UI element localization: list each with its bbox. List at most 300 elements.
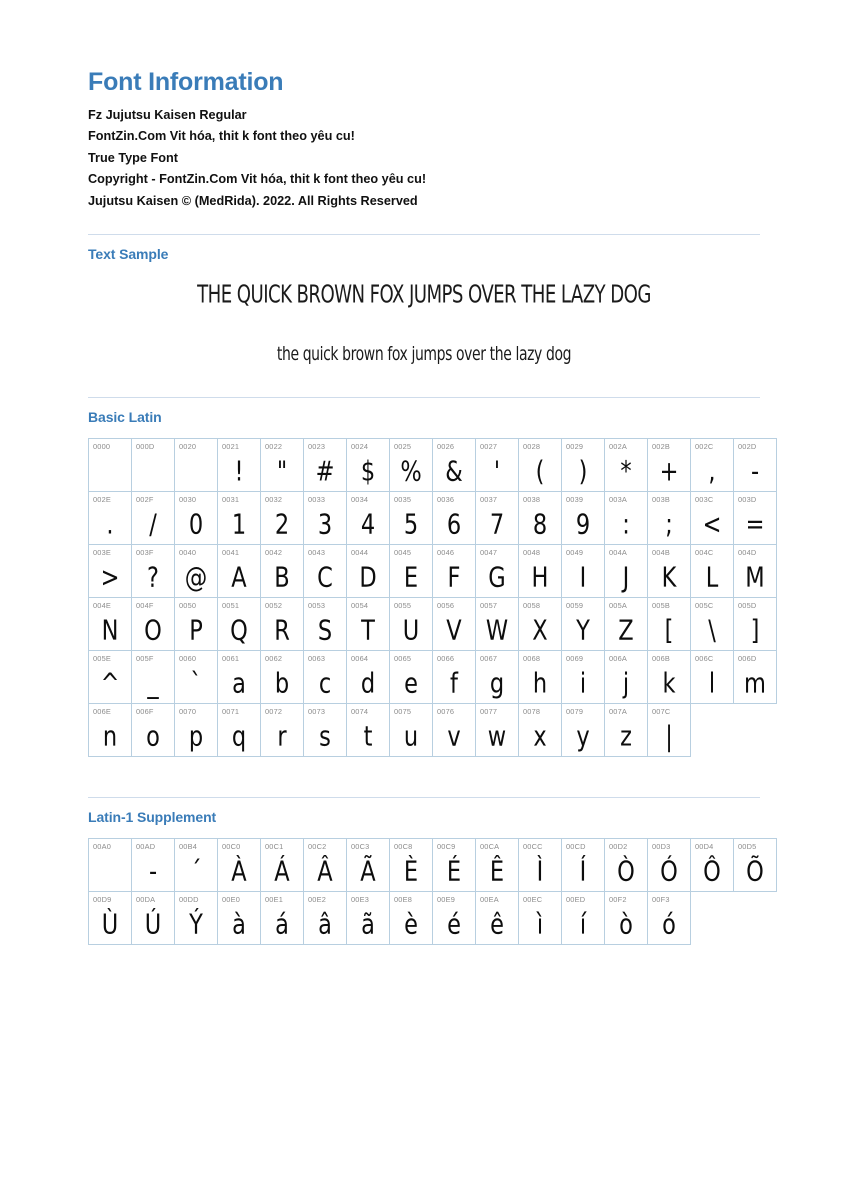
glyph-cell-00DD[interactable] — [175, 892, 218, 945]
glyph-cell-0060[interactable] — [175, 651, 218, 704]
text-sample-lowercase: the quick brown fox jumps over the lazy dog — [276, 342, 572, 365]
glyph-codepoint-label: 006B — [652, 654, 671, 664]
glyph-table-row — [89, 839, 777, 892]
glyph-preview: ( — [535, 455, 545, 488]
glyph-preview: N — [101, 614, 119, 647]
glyph-cell-005B[interactable] — [648, 598, 691, 651]
glyph-cell-005A[interactable] — [605, 598, 648, 651]
metadata-copyright: Copyright - FontZin.Com Vit hóa, thit k font theo yêu cu! — [88, 172, 427, 187]
glyph-preview: y — [576, 720, 590, 753]
glyph-preview: P — [189, 614, 203, 647]
glyph-preview: i — [579, 667, 587, 700]
glyph-codepoint-label: 004A — [609, 548, 628, 558]
glyph-cell-0041[interactable] — [218, 545, 261, 598]
glyph-cell-00AD[interactable] — [132, 839, 175, 892]
glyph-preview: ; — [665, 508, 673, 541]
glyph-cell-00E1[interactable] — [261, 892, 304, 945]
glyph-codepoint-label: 0036 — [437, 495, 455, 505]
glyph-codepoint-label: 0029 — [566, 442, 584, 452]
glyph-preview: ] — [750, 614, 760, 647]
glyph-preview: 6 — [446, 508, 462, 541]
glyph-preview: a — [232, 667, 246, 700]
glyph-codepoint-label: 00CD — [566, 842, 586, 852]
glyph-codepoint-label: 003E — [93, 548, 112, 558]
glyph-preview: % — [400, 455, 422, 488]
glyph-preview — [175, 452, 217, 492]
glyph-preview: ! — [234, 455, 244, 488]
glyph-codepoint-label: 002A — [609, 442, 628, 452]
glyph-codepoint-label: 0022 — [265, 442, 283, 452]
glyph-codepoint-label: 00D4 — [695, 842, 714, 852]
metadata-font-type: True Type Font — [88, 150, 178, 165]
glyph-preview: f — [450, 667, 458, 700]
glyph-cell-007A[interactable] — [605, 704, 648, 757]
glyph-preview: . — [106, 508, 114, 541]
glyph-cell-0033[interactable] — [304, 492, 347, 545]
glyph-codepoint-label: 0026 — [437, 442, 455, 452]
glyph-cell-005C[interactable] — [691, 598, 734, 651]
glyph-cell-00D5[interactable] — [734, 839, 777, 892]
glyph-cell-0026[interactable] — [433, 439, 476, 492]
glyph-codepoint-label: 00E1 — [265, 895, 284, 905]
glyph-cell-006C[interactable] — [691, 651, 734, 704]
glyph-preview: w — [487, 720, 507, 753]
glyph-codepoint-label: 006F — [136, 707, 154, 717]
glyph-cell-00E9[interactable] — [433, 892, 476, 945]
glyph-preview: - — [750, 455, 760, 488]
glyph-preview: s — [319, 720, 331, 753]
glyph-codepoint-label: 007C — [652, 707, 671, 717]
glyph-cell-0045[interactable] — [390, 545, 433, 598]
glyph-codepoint-label: 0046 — [437, 548, 455, 558]
glyph-codepoint-label: 0033 — [308, 495, 326, 505]
glyph-codepoint-label: 005C — [695, 601, 714, 611]
glyph-cell-00C1[interactable] — [261, 839, 304, 892]
glyph-codepoint-label: 0056 — [437, 601, 455, 611]
glyph-preview: n — [102, 720, 118, 753]
glyph-cell-0069[interactable] — [562, 651, 605, 704]
glyph-preview: e — [404, 667, 418, 700]
glyph-cell-002C[interactable] — [691, 439, 734, 492]
glyph-codepoint-label: 0042 — [265, 548, 283, 558]
glyph-preview: Ý — [189, 908, 203, 941]
glyph-preview: è — [404, 908, 418, 941]
glyph-cell-003B[interactable] — [648, 492, 691, 545]
glyph-cell-0050[interactable] — [175, 598, 218, 651]
glyph-codepoint-label: 005E — [93, 654, 112, 664]
glyph-cell-0076[interactable] — [433, 704, 476, 757]
glyph-table-basic-latin — [88, 438, 777, 757]
glyph-preview: d — [360, 667, 376, 700]
glyph-cell-003D[interactable] — [734, 492, 777, 545]
glyph-cell-00D9[interactable] — [89, 892, 132, 945]
glyph-codepoint-label: 00D9 — [93, 895, 112, 905]
glyph-codepoint-label: 0071 — [222, 707, 240, 717]
glyph-preview: 0 — [188, 508, 204, 541]
glyph-cell-00A0[interactable] — [89, 839, 132, 892]
glyph-codepoint-label: 0064 — [351, 654, 369, 664]
glyph-preview: _ — [147, 667, 159, 700]
glyph-preview: j — [622, 667, 630, 700]
glyph-cell-0021[interactable] — [218, 439, 261, 492]
glyph-preview: r — [277, 720, 287, 753]
glyph-cell-0064[interactable] — [347, 651, 390, 704]
glyph-codepoint-label: 0038 — [523, 495, 541, 505]
glyph-codepoint-label: 00D5 — [738, 842, 757, 852]
glyph-cell-0059[interactable] — [562, 598, 605, 651]
glyph-cell-0032[interactable] — [261, 492, 304, 545]
glyph-cell-005D[interactable] — [734, 598, 777, 651]
glyph-preview: â — [318, 908, 332, 941]
glyph-cell-00D2[interactable] — [605, 839, 648, 892]
glyph-cell-000D[interactable] — [132, 439, 175, 492]
glyph-preview: O — [144, 614, 162, 647]
glyph-codepoint-label: 0034 — [351, 495, 369, 505]
glyph-cell-00E2[interactable] — [304, 892, 347, 945]
glyph-cell-0046[interactable] — [433, 545, 476, 598]
glyph-preview: o — [146, 720, 160, 753]
glyph-preview: D — [359, 561, 377, 594]
section-heading-text-sample: Text Sample — [88, 246, 169, 263]
page-title: Font Information — [88, 68, 284, 96]
glyph-cell-0047[interactable] — [476, 545, 519, 598]
glyph-codepoint-label: 0024 — [351, 442, 369, 452]
glyph-preview: ) — [578, 455, 588, 488]
section-heading-basic-latin: Basic Latin — [88, 409, 162, 426]
glyph-codepoint-label: 00CC — [523, 842, 543, 852]
glyph-cell-0042[interactable] — [261, 545, 304, 598]
glyph-codepoint-label: 0041 — [222, 548, 240, 558]
glyph-cell-0062[interactable] — [261, 651, 304, 704]
metadata-description: FontZin.Com Vit hóa, thit k font theo yêu cu! — [88, 129, 355, 144]
glyph-preview: k — [662, 667, 676, 700]
glyph-preview: x — [533, 720, 547, 753]
glyph-preview: Ú — [144, 908, 162, 941]
glyph-cell-0056[interactable] — [433, 598, 476, 651]
glyph-cell-0074[interactable] — [347, 704, 390, 757]
glyph-preview: á — [275, 908, 289, 941]
glyph-cell-0039[interactable] — [562, 492, 605, 545]
glyph-table-row — [89, 892, 777, 945]
glyph-cell-00C0[interactable] — [218, 839, 261, 892]
glyph-preview: 8 — [532, 508, 548, 541]
glyph-cell-0051[interactable] — [218, 598, 261, 651]
glyph-preview: > — [100, 561, 120, 594]
glyph-cell-0054[interactable] — [347, 598, 390, 651]
glyph-codepoint-label: 004B — [652, 548, 671, 558]
glyph-preview: R — [274, 614, 290, 647]
glyph-cell-0075[interactable] — [390, 704, 433, 757]
glyph-codepoint-label: 0027 — [480, 442, 498, 452]
glyph-preview: F — [447, 561, 461, 594]
glyph-codepoint-label: 002F — [136, 495, 154, 505]
glyph-codepoint-label: 00C9 — [437, 842, 456, 852]
glyph-preview: í — [579, 908, 587, 941]
glyph-codepoint-label: 00C0 — [222, 842, 241, 852]
glyph-cell-00B4[interactable] — [175, 839, 218, 892]
glyph-cell-0036[interactable] — [433, 492, 476, 545]
glyph-cell-0022[interactable] — [261, 439, 304, 492]
glyph-preview: | — [665, 720, 673, 753]
glyph-preview: Y — [576, 614, 590, 647]
glyph-preview: à — [232, 908, 246, 941]
glyph-preview: \ — [708, 614, 716, 647]
glyph-codepoint-label: 006D — [738, 654, 757, 664]
glyph-cell-0071[interactable] — [218, 704, 261, 757]
glyph-codepoint-label: 0049 — [566, 548, 584, 558]
glyph-cell-0057[interactable] — [476, 598, 519, 651]
glyph-cell-0065[interactable] — [390, 651, 433, 704]
glyph-preview: Ò — [617, 855, 635, 888]
glyph-preview: m — [744, 667, 766, 700]
glyph-cell-00D4[interactable] — [691, 839, 734, 892]
glyph-cell-006D[interactable] — [734, 651, 777, 704]
glyph-codepoint-label: 004F — [136, 601, 154, 611]
glyph-preview: # — [315, 455, 335, 488]
glyph-cell-004F[interactable] — [132, 598, 175, 651]
glyph-cell-0044[interactable] — [347, 545, 390, 598]
glyph-codepoint-label: 0050 — [179, 601, 197, 611]
glyph-table-row — [89, 704, 777, 757]
glyph-cell-0058[interactable] — [519, 598, 562, 651]
glyph-codepoint-label: 0031 — [222, 495, 240, 505]
glyph-cell-0031[interactable] — [218, 492, 261, 545]
glyph-codepoint-label: 00AD — [136, 842, 156, 852]
glyph-cell-003C[interactable] — [691, 492, 734, 545]
glyph-cell-004E[interactable] — [89, 598, 132, 651]
glyph-cell-0078[interactable] — [519, 704, 562, 757]
glyph-cell-00E3[interactable] — [347, 892, 390, 945]
glyph-preview: é — [447, 908, 461, 941]
glyph-cell-0072[interactable] — [261, 704, 304, 757]
glyph-codepoint-label: 004C — [695, 548, 714, 558]
glyph-codepoint-label: 0044 — [351, 548, 369, 558]
glyph-codepoint-label: 005F — [136, 654, 154, 664]
glyph-cell-0070[interactable] — [175, 704, 218, 757]
glyph-preview: : — [622, 508, 630, 541]
glyph-cell-002E[interactable] — [89, 492, 132, 545]
glyph-preview: = — [745, 508, 765, 541]
section-heading-latin1-supplement: Latin-1 Supplement — [88, 809, 217, 826]
glyph-cell-005E[interactable] — [89, 651, 132, 704]
glyph-cell-0025[interactable] — [390, 439, 433, 492]
glyph-cell-00C8[interactable] — [390, 839, 433, 892]
glyph-cell-006F[interactable] — [132, 704, 175, 757]
glyph-preview: S — [317, 614, 333, 647]
glyph-preview: / — [149, 508, 157, 541]
glyph-preview: Á — [274, 855, 290, 888]
glyph-codepoint-label: 002C — [695, 442, 714, 452]
glyph-cell-002A[interactable] — [605, 439, 648, 492]
glyph-preview — [89, 852, 131, 892]
glyph-cell-0066[interactable] — [433, 651, 476, 704]
glyph-cell-0030[interactable] — [175, 492, 218, 545]
font-metadata-list — [88, 105, 760, 213]
glyph-preview: p — [188, 720, 204, 753]
glyph-cell-00F2[interactable] — [605, 892, 648, 945]
glyph-preview: ê — [490, 908, 504, 941]
glyph-cell-0077[interactable] — [476, 704, 519, 757]
glyph-codepoint-label: 0052 — [265, 601, 283, 611]
glyph-preview: ´ — [190, 855, 202, 888]
glyph-cell-0055[interactable] — [390, 598, 433, 651]
glyph-cell-00E0[interactable] — [218, 892, 261, 945]
glyph-codepoint-label: 0043 — [308, 548, 326, 558]
glyph-cell-004D[interactable] — [734, 545, 777, 598]
glyph-cell-003F[interactable] — [132, 545, 175, 598]
glyph-codepoint-label: 0047 — [480, 548, 498, 558]
glyph-cell-0040[interactable] — [175, 545, 218, 598]
glyph-cell-00CC[interactable] — [519, 839, 562, 892]
glyph-codepoint-label: 0070 — [179, 707, 197, 717]
glyph-preview: X — [532, 614, 548, 647]
glyph-codepoint-label: 0035 — [394, 495, 412, 505]
glyph-preview: < — [702, 508, 722, 541]
glyph-codepoint-label: 0045 — [394, 548, 412, 558]
glyph-cell-0052[interactable] — [261, 598, 304, 651]
glyph-cell-005F[interactable] — [132, 651, 175, 704]
glyph-cell-006A[interactable] — [605, 651, 648, 704]
glyph-codepoint-label: 0028 — [523, 442, 541, 452]
glyph-preview: t — [363, 720, 373, 753]
glyph-codepoint-label: 003C — [695, 495, 714, 505]
glyph-preview: * — [620, 455, 632, 488]
glyph-cell-004C[interactable] — [691, 545, 734, 598]
glyph-codepoint-label: 00C8 — [394, 842, 413, 852]
glyph-cell-0038[interactable] — [519, 492, 562, 545]
glyph-cell-0073[interactable] — [304, 704, 347, 757]
glyph-preview: 3 — [317, 508, 333, 541]
glyph-codepoint-label: 0062 — [265, 654, 283, 664]
glyph-codepoint-label: 0068 — [523, 654, 541, 664]
glyph-cell-0048[interactable] — [519, 545, 562, 598]
glyph-codepoint-label: 00E0 — [222, 895, 241, 905]
glyph-cell-00E8[interactable] — [390, 892, 433, 945]
glyph-cell-0068[interactable] — [519, 651, 562, 704]
glyph-preview: 7 — [489, 508, 505, 541]
glyph-cell-0043[interactable] — [304, 545, 347, 598]
glyph-cell-00C2[interactable] — [304, 839, 347, 892]
glyph-codepoint-label: 0075 — [394, 707, 412, 717]
glyph-codepoint-label: 0061 — [222, 654, 240, 664]
metadata-font-name: Fz Jujutsu Kaisen Regular — [88, 107, 247, 122]
glyph-codepoint-label: 0079 — [566, 707, 584, 717]
glyph-codepoint-label: 00B4 — [179, 842, 198, 852]
glyph-cell-00C9[interactable] — [433, 839, 476, 892]
glyph-cell-filler — [691, 892, 734, 945]
glyph-cell-002D[interactable] — [734, 439, 777, 492]
glyph-codepoint-label: 0069 — [566, 654, 584, 664]
glyph-cell-00EC[interactable] — [519, 892, 562, 945]
glyph-preview: ? — [147, 561, 159, 594]
glyph-cell-00C3[interactable] — [347, 839, 390, 892]
glyph-codepoint-label: 004D — [738, 548, 757, 558]
glyph-codepoint-label: 0067 — [480, 654, 498, 664]
glyph-cell-004B[interactable] — [648, 545, 691, 598]
glyph-cell-00CD[interactable] — [562, 839, 605, 892]
glyph-preview: ^ — [100, 667, 120, 700]
glyph-codepoint-label: 0059 — [566, 601, 584, 611]
glyph-preview: Z — [618, 614, 634, 647]
glyph-codepoint-label: 00E8 — [394, 895, 413, 905]
glyph-cell-00EA[interactable] — [476, 892, 519, 945]
glyph-preview: v — [447, 720, 461, 753]
glyph-cell-003E[interactable] — [89, 545, 132, 598]
glyph-preview: ò — [619, 908, 633, 941]
glyph-codepoint-label: 00CA — [480, 842, 500, 852]
glyph-codepoint-label: 00C1 — [265, 842, 284, 852]
glyph-preview: q — [231, 720, 247, 753]
glyph-codepoint-label: 004E — [93, 601, 112, 611]
glyph-cell-00CA[interactable] — [476, 839, 519, 892]
glyph-cell-filler — [734, 704, 777, 757]
glyph-codepoint-label: 0023 — [308, 442, 326, 452]
glyph-codepoint-label: 003F — [136, 548, 154, 558]
glyph-codepoint-label: 0057 — [480, 601, 498, 611]
glyph-preview: 4 — [360, 508, 376, 541]
glyph-codepoint-label: 00D3 — [652, 842, 671, 852]
glyph-cell-002B[interactable] — [648, 439, 691, 492]
glyph-cell-003A[interactable] — [605, 492, 648, 545]
glyph-cell-0024[interactable] — [347, 439, 390, 492]
glyph-cell-006B[interactable] — [648, 651, 691, 704]
glyph-cell-0067[interactable] — [476, 651, 519, 704]
glyph-codepoint-label: 005A — [609, 601, 628, 611]
glyph-cell-0028[interactable] — [519, 439, 562, 492]
glyph-codepoint-label: 003A — [609, 495, 628, 505]
glyph-cell-0034[interactable] — [347, 492, 390, 545]
glyph-cell-0079[interactable] — [562, 704, 605, 757]
glyph-cell-002F[interactable] — [132, 492, 175, 545]
glyph-cell-0061[interactable] — [218, 651, 261, 704]
glyph-cell-0020[interactable] — [175, 439, 218, 492]
glyph-preview: u — [403, 720, 419, 753]
glyph-cell-0023[interactable] — [304, 439, 347, 492]
glyph-preview — [89, 452, 131, 492]
glyph-cell-007C[interactable] — [648, 704, 691, 757]
glyph-cell-0063[interactable] — [304, 651, 347, 704]
glyph-cell-004A[interactable] — [605, 545, 648, 598]
glyph-table-row — [89, 545, 777, 598]
glyph-cell-00ED[interactable] — [562, 892, 605, 945]
glyph-codepoint-label: 00EA — [480, 895, 499, 905]
glyph-codepoint-label: 0066 — [437, 654, 455, 664]
glyph-preview: [ — [664, 614, 674, 647]
glyph-preview: K — [661, 561, 677, 594]
glyph-cell-0035[interactable] — [390, 492, 433, 545]
glyph-preview: C — [317, 561, 333, 594]
glyph-cell-0000[interactable] — [89, 439, 132, 492]
glyph-preview: h — [532, 667, 548, 700]
glyph-codepoint-label: 00F2 — [609, 895, 627, 905]
glyph-codepoint-label: 00C3 — [351, 842, 370, 852]
glyph-cell-0037[interactable] — [476, 492, 519, 545]
glyph-preview: À — [231, 855, 247, 888]
glyph-cell-00D3[interactable] — [648, 839, 691, 892]
glyph-cell-0049[interactable] — [562, 545, 605, 598]
glyph-cell-0027[interactable] — [476, 439, 519, 492]
glyph-cell-00F3[interactable] — [648, 892, 691, 945]
glyph-cell-00DA[interactable] — [132, 892, 175, 945]
glyph-cell-0053[interactable] — [304, 598, 347, 651]
glyph-codepoint-label: 00DA — [136, 895, 156, 905]
glyph-cell-006E[interactable] — [89, 704, 132, 757]
glyph-preview: U — [402, 614, 420, 647]
glyph-cell-0029[interactable] — [562, 439, 605, 492]
glyph-preview: I — [579, 561, 587, 594]
glyph-codepoint-label: 006E — [93, 707, 112, 717]
glyph-table-row — [89, 439, 777, 492]
